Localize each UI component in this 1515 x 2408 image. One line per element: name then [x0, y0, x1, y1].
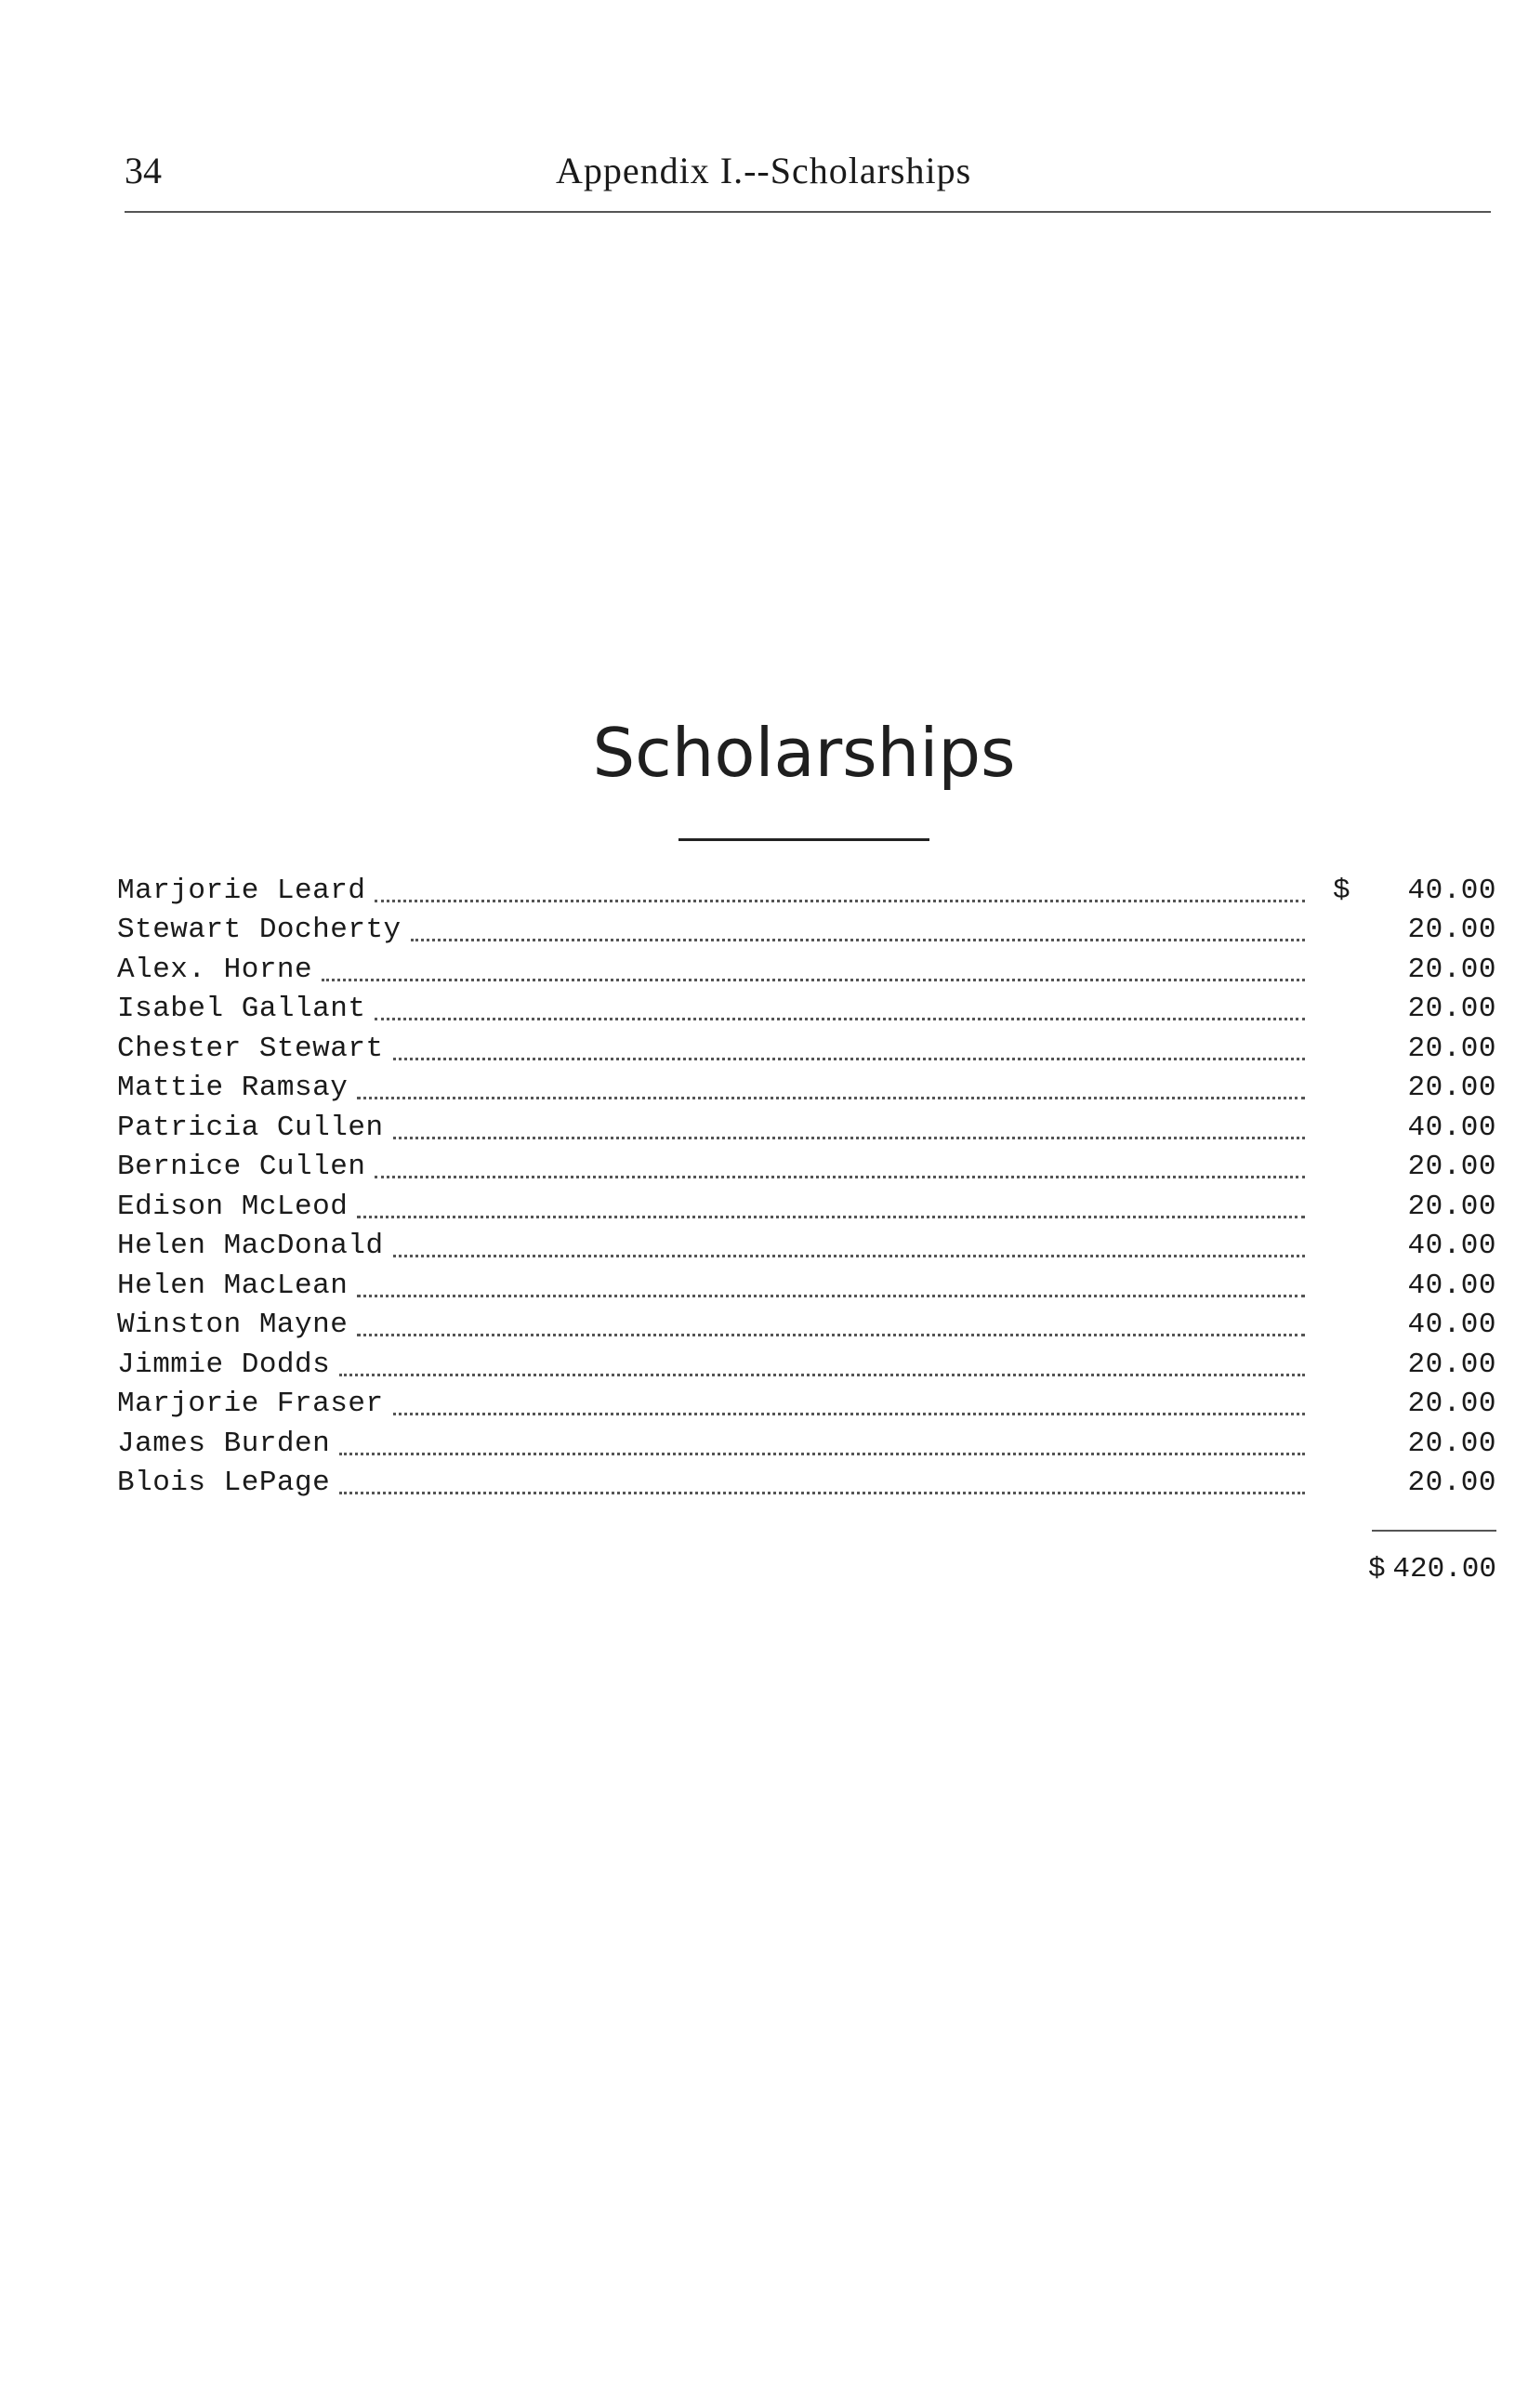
table-row	[117, 871, 1496, 911]
dot-leader	[375, 1148, 1305, 1178]
total-currency: $	[1368, 1553, 1386, 1586]
scholarship-amount: 40.00	[1407, 1269, 1496, 1302]
table-row	[117, 1187, 1496, 1227]
dot-leader	[322, 951, 1305, 981]
table-row	[117, 1424, 1496, 1464]
table-row	[117, 911, 1496, 951]
scholarship-amount: 20.00	[1407, 1388, 1496, 1421]
dot-leader	[339, 1425, 1305, 1455]
dot-leader	[339, 1346, 1305, 1376]
recipient-name: James Burden	[117, 1427, 331, 1460]
dot-leader	[357, 1069, 1305, 1099]
dot-leader	[393, 1227, 1305, 1257]
dot-leader	[393, 1109, 1305, 1139]
table-row	[117, 1266, 1496, 1306]
currency-symbol: $	[1333, 874, 1351, 907]
recipient-name: Isabel Gallant	[117, 993, 366, 1026]
table-row	[117, 1306, 1496, 1346]
table-row	[117, 1345, 1496, 1385]
page-number: 34	[125, 150, 162, 191]
table-row	[117, 1029, 1496, 1069]
scholarship-amount: 40.00	[1407, 1309, 1496, 1342]
recipient-name: Mattie Ramsay	[117, 1072, 349, 1105]
running-head: Appendix I.--Scholarships	[556, 150, 972, 191]
recipient-name: Alex. Horne	[117, 953, 313, 986]
scholarship-amount: 20.00	[1407, 1427, 1496, 1460]
recipient-name: Bernice Cullen	[117, 1151, 366, 1184]
recipient-name: Edison McLeod	[117, 1190, 349, 1223]
recipient-name: Stewart Docherty	[117, 914, 402, 947]
dot-leader	[357, 1267, 1305, 1297]
dot-leader	[393, 1030, 1305, 1060]
dot-leader	[357, 1188, 1305, 1218]
recipient-name: Blois LePage	[117, 1467, 331, 1500]
table-row	[117, 1108, 1496, 1148]
table-row	[117, 950, 1496, 990]
header-rule	[125, 211, 1491, 213]
dot-leader	[375, 872, 1305, 902]
dot-leader	[357, 1306, 1305, 1336]
dot-leader	[411, 911, 1305, 941]
table-row	[117, 1148, 1496, 1188]
table-row	[117, 1227, 1496, 1267]
page-title: Scholarships	[592, 714, 1016, 792]
scholarship-amount: 40.00	[1407, 874, 1496, 907]
total-rule	[1372, 1530, 1496, 1532]
recipient-name: Helen MacLean	[117, 1269, 349, 1302]
total-amount: 420.00	[1392, 1553, 1496, 1586]
scholarship-amount: 20.00	[1407, 993, 1496, 1026]
dot-leader	[339, 1464, 1305, 1494]
dot-leader	[393, 1385, 1305, 1415]
scholarship-amount: 20.00	[1407, 1348, 1496, 1381]
scholarship-amount: 20.00	[1407, 1072, 1496, 1105]
recipient-name: Winston Mayne	[117, 1309, 349, 1342]
scholarship-amount: 20.00	[1407, 1032, 1496, 1065]
recipient-name: Patricia Cullen	[117, 1111, 384, 1144]
table-row	[117, 1385, 1496, 1425]
scholarship-amount: 40.00	[1407, 1230, 1496, 1263]
scholarship-amount: 40.00	[1407, 1111, 1496, 1144]
recipient-name: Chester Stewart	[117, 1032, 384, 1065]
recipient-name: Marjorie Leard	[117, 874, 366, 907]
recipient-name: Helen MacDonald	[117, 1230, 384, 1263]
recipient-name: Jimmie Dodds	[117, 1348, 331, 1381]
total-row	[1368, 1550, 1496, 1589]
scholarship-amount: 20.00	[1407, 1151, 1496, 1184]
scholarship-amount: 20.00	[1407, 914, 1496, 947]
title-rule	[678, 838, 929, 841]
scholarship-amount: 20.00	[1407, 1190, 1496, 1223]
table-row	[117, 990, 1496, 1030]
scholarship-amount: 20.00	[1407, 953, 1496, 986]
scholarship-amount: 20.00	[1407, 1467, 1496, 1500]
table-row	[117, 1069, 1496, 1109]
recipient-name: Marjorie Fraser	[117, 1388, 384, 1421]
scholarship-table	[117, 871, 1496, 1503]
dot-leader	[375, 990, 1305, 1020]
table-row	[117, 1464, 1496, 1504]
